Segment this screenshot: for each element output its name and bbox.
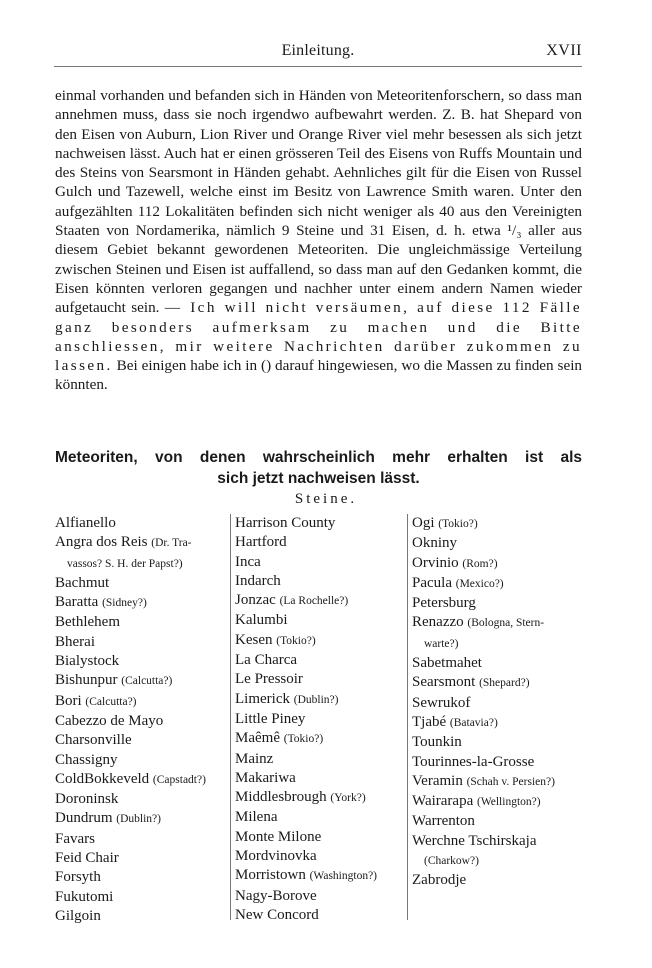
- meteorite-name: Tjabé: [412, 713, 447, 730]
- list-item: [235, 710, 410, 729]
- body-paragraph: [55, 86, 582, 395]
- meteorite-name: Bori: [55, 692, 82, 709]
- list-item: [235, 572, 410, 591]
- list-item: [235, 611, 410, 630]
- body-text-normal: einmal vorhanden und befanden sich in Händen von Meteoritenforschern, so dass man annehmen muss, dass sie noch irgendwo aufbewahrt werden. Z. B. hat Shepard von den Eisen von Auburn, Lion River und Orange River viel mehr besessen als sich jetzt nachweisen lässt. Auch hat er einen grösseren Teil des Eisens von Ruffs Mountain und des Steins von Searsmont in Händen gehabt. Aehnliches gilt für die Eisen von Russel Gulch und Tazewell, welche einst im Besitz von Lawrence Smith waren. Unter den aufgezählten 112 Lokalitäten befinden sich nicht weniger als 40 aus den Vereinigten Staaten von Nordamerika, nämlich 9 Steine und 31 Eisen, d. h. etwa ¹/₃ aller aus diesem Gebiet bekannt gewordenen Meteoriten. Die ungleichmässige Verteilung zwischen Steinen und Eisen ist auffallend, so dass man auf den Gedanken kommt, die Eisen könnten verloren gegangen und nachher unter einem andern Namen wieder aufgetaucht sein.: [55, 87, 582, 317]
- list-item: [235, 533, 410, 552]
- meteorite-name: La Charca: [235, 652, 298, 669]
- meteorite-name: Chassigny: [55, 751, 118, 768]
- meteorite-name: Gilgoin: [55, 907, 101, 924]
- list-item: [55, 849, 227, 868]
- meteorite-name: Forsyth: [55, 869, 101, 886]
- location-note: (Batavia?): [449, 716, 498, 729]
- meteorite-name: Veramin: [412, 772, 463, 789]
- list-item: [55, 593, 227, 613]
- location-note: vassos? S. H. der Papst?): [67, 557, 183, 570]
- location-note: (York?): [330, 792, 366, 805]
- location-note: (Tokio?): [276, 634, 316, 647]
- meteorite-name: Hartford: [235, 534, 287, 551]
- location-note: (La Rochelle?): [279, 595, 349, 608]
- meteorite-name: Orvinio: [412, 554, 459, 571]
- list-item: [412, 733, 597, 752]
- meteorite-name: Wairarapa: [412, 793, 474, 810]
- meteorite-name: Maêmê: [235, 730, 280, 747]
- list-item: [55, 533, 227, 553]
- meteorite-name: Makariwa: [235, 769, 296, 786]
- list-item: [412, 634, 597, 654]
- body-text-end: Bei einigen habe ich in () darauf hingewiesen, wo die Massen zu finden sein könnten.: [55, 357, 583, 394]
- list-item: [235, 729, 410, 749]
- list-item: [235, 769, 410, 788]
- list-item: [55, 514, 227, 533]
- page-number: XVII: [546, 42, 582, 59]
- location-note: (Capstadt?): [152, 773, 206, 786]
- meteorite-name: Charsonville: [55, 732, 132, 749]
- list-item: [55, 907, 227, 926]
- meteorite-name: Little Piney: [235, 710, 306, 727]
- list-item: [235, 651, 410, 670]
- list-item: [235, 808, 410, 827]
- meteorite-name: Ogi: [412, 515, 435, 531]
- location-note: (Tokio?): [438, 518, 478, 530]
- meteorite-name: Le Pressoir: [235, 671, 303, 688]
- meteorite-name: Zabrodje: [412, 872, 467, 889]
- meteorite-name: ColdBokkeveld: [55, 770, 150, 787]
- location-note: (Schah v. Persien?): [466, 775, 555, 788]
- list-column-1: [55, 514, 227, 924]
- location-note: (Dublin?): [293, 693, 339, 706]
- meteorite-name: Milena: [235, 809, 278, 826]
- list-item: [412, 753, 597, 772]
- section-heading: [55, 447, 582, 489]
- subheading-steine: Steine.: [294, 491, 358, 507]
- meteorite-name: Petersburg: [412, 595, 476, 612]
- meteorite-name: Tourinnes-la-Grosse: [412, 753, 535, 770]
- location-note: (Wellington?): [477, 796, 541, 809]
- list-item: [55, 574, 227, 593]
- list-item: [235, 847, 410, 866]
- list-item: [235, 887, 410, 906]
- list-item: [55, 692, 227, 712]
- list-item: [412, 851, 597, 871]
- meteorite-name: Nagy-Borove: [235, 887, 317, 904]
- meteorite-name: Renazzo: [412, 614, 464, 631]
- meteorite-name: New Concord: [235, 906, 319, 923]
- list-item: [55, 809, 227, 829]
- list-item: [55, 868, 227, 887]
- page-header: [54, 40, 582, 66]
- list-item: [412, 594, 597, 613]
- meteorite-name: Fukutomi: [55, 888, 114, 905]
- header-rule: [54, 66, 582, 67]
- list-item: [55, 830, 227, 849]
- location-note: (Dr. Tra-: [151, 537, 192, 550]
- section-heading-line1: Meteoriten, von denen wahrscheinlich mehr erhalten ist als: [55, 449, 582, 466]
- location-note: (Calcutta?): [85, 695, 137, 708]
- list-item: [55, 554, 227, 574]
- meteorite-name: Harrison County: [235, 515, 336, 531]
- list-item: [235, 690, 410, 710]
- list-item: [55, 731, 227, 750]
- meteorite-name: Angra dos Reis: [55, 534, 148, 551]
- meteorite-name: Monte Milone: [235, 828, 322, 845]
- location-note: (Washington?): [309, 870, 378, 883]
- list-item: [412, 812, 597, 831]
- meteorite-name: Favars: [55, 830, 95, 847]
- meteorite-name: Warrenton: [412, 813, 475, 830]
- list-column-3: [407, 514, 597, 920]
- meteorite-name: Mordvinovka: [235, 848, 317, 865]
- meteorite-name: Pacula: [412, 574, 452, 591]
- meteorite-name: Sewrukof: [412, 694, 471, 711]
- meteorite-name: Alfianello: [55, 515, 116, 531]
- location-note: (Mexico?): [455, 577, 504, 590]
- list-item: [55, 712, 227, 731]
- meteorite-name: Mainz: [235, 750, 274, 767]
- list-item: [55, 652, 227, 671]
- list-item: [55, 633, 227, 652]
- meteorite-name: Tounkin: [412, 734, 462, 751]
- list-item: [412, 792, 597, 812]
- list-item: [55, 790, 227, 809]
- meteorite-name: Doroninsk: [55, 791, 119, 808]
- meteorite-name: Bachmut: [55, 574, 110, 591]
- list-item: [235, 828, 410, 847]
- meteorite-name: Werchne Tschirskaja: [412, 832, 537, 849]
- meteorite-name: Bishunpur: [55, 672, 118, 689]
- location-note: (Sidney?): [102, 597, 147, 610]
- location-note: (Dublin?): [116, 813, 161, 826]
- list-item: [412, 772, 597, 792]
- meteorite-name: Kesen: [235, 631, 273, 648]
- meteorite-name: Morristown: [235, 867, 306, 884]
- list-item: [412, 871, 597, 890]
- list-item: [55, 613, 227, 632]
- body-text: [55, 86, 582, 395]
- meteorite-name: Okniny: [412, 535, 457, 552]
- meteorite-name: Middlesbrough: [235, 789, 327, 806]
- section-heading-line2: sich jetzt nachweisen lässt.: [217, 470, 420, 487]
- list-item: [235, 514, 410, 533]
- meteorite-name: Bialystock: [55, 653, 120, 670]
- body-text-spaced-emphasis: — Ich will nicht versäumen, auf diese 112 Fälle ganz besonders aufmerksam zu machen und die Bitte anschliessen, mir weitere Nachrichten darüber zukommen zu lassen.: [55, 299, 582, 375]
- meteorite-name: Limerick: [235, 690, 290, 707]
- list-item: [412, 694, 597, 713]
- list-item: [235, 591, 410, 611]
- meteorite-name: Dundrum: [55, 810, 113, 827]
- list-item: [55, 751, 227, 770]
- meteorite-name: Kalumbi: [235, 612, 288, 629]
- list-column-2: [230, 514, 410, 923]
- meteorite-name: Searsmont: [412, 674, 476, 691]
- list-item: [235, 631, 410, 651]
- location-note: (Bologna, Stern-: [467, 617, 545, 630]
- meteorite-name: Feid Chair: [55, 850, 119, 867]
- list-item: [412, 832, 597, 851]
- list-item: [412, 514, 597, 534]
- list-item: [412, 654, 597, 673]
- location-note: warte?): [424, 637, 459, 650]
- list-item: [235, 866, 410, 886]
- meteorite-name: Bherai: [55, 633, 95, 650]
- list-item: [412, 554, 597, 574]
- list-item: [412, 673, 597, 693]
- list-item: [235, 788, 410, 808]
- meteorite-name: Indarch: [235, 572, 281, 589]
- meteorite-name: Sabetmahet: [412, 655, 482, 672]
- list-item: [235, 553, 410, 572]
- list-item: [412, 713, 597, 733]
- list-item: [412, 613, 597, 633]
- location-note: (Tokio?): [283, 733, 324, 746]
- list-item: [55, 671, 227, 691]
- location-note: (Calcutta?): [121, 675, 173, 688]
- list-item: [235, 906, 410, 925]
- list-item: [412, 534, 597, 553]
- meteorite-name: Bethlehem: [55, 614, 120, 631]
- meteorite-name: Inca: [235, 553, 261, 570]
- meteorite-name: Cabezzo de Mayo: [55, 712, 164, 729]
- list-item: [235, 670, 410, 689]
- list-item: [55, 770, 227, 790]
- location-note: (Charkow?): [424, 855, 479, 868]
- running-title: Einleitung.: [281, 42, 355, 59]
- list-item: [412, 574, 597, 594]
- meteorite-name: Jonzac: [235, 592, 276, 609]
- location-note: (Shepard?): [479, 677, 530, 690]
- meteorite-name: Baratta: [55, 594, 99, 611]
- list-item: [235, 750, 410, 769]
- meteorite-list: [55, 514, 600, 924]
- list-item: [55, 888, 227, 907]
- location-note: (Rom?): [462, 557, 498, 570]
